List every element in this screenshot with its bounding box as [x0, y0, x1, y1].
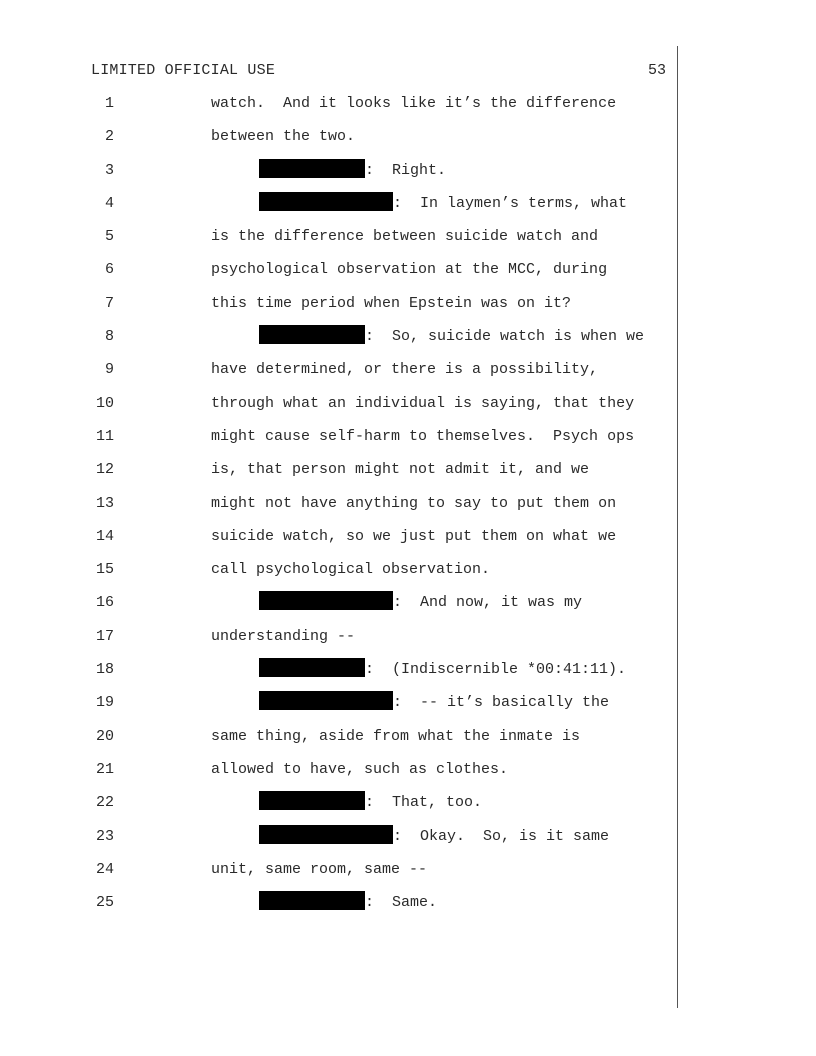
line-body: : That, too. [365, 794, 483, 812]
classification-header: LIMITED OFFICIAL USE [91, 62, 276, 79]
line-number: 17 [95, 627, 114, 645]
redacted-speaker-name [259, 159, 365, 178]
line-text [211, 420, 634, 453]
transcript-line [0, 87, 816, 120]
speaker-line [259, 686, 609, 719]
transcript-line [0, 553, 816, 586]
transcript-line [0, 820, 816, 853]
line-number: 2 [104, 128, 114, 146]
line-number: 5 [104, 228, 114, 246]
line-text [211, 487, 616, 520]
line-body: : So, suicide watch is when we [365, 328, 645, 346]
line-text [211, 353, 598, 386]
transcript-line [0, 886, 816, 919]
line-number: 3 [104, 161, 114, 179]
line-number: 9 [104, 361, 114, 379]
line-number: 24 [95, 860, 114, 878]
speaker-line [259, 586, 582, 619]
line-number: 8 [104, 328, 114, 346]
line-number: 6 [104, 261, 114, 279]
line-body: between the two. [211, 128, 356, 146]
transcript-line [0, 620, 816, 653]
line-body: : Same. [365, 894, 438, 912]
line-body: call psychological observation. [211, 561, 491, 579]
speaker-line [259, 154, 446, 187]
line-text [211, 87, 616, 120]
speaker-line [259, 886, 437, 919]
line-number: 20 [95, 727, 114, 745]
redacted-speaker-name [259, 691, 393, 710]
line-body: same thing, aside from what the inmate is [211, 727, 581, 745]
line-body: is the difference between suicide watch and [211, 228, 599, 246]
line-text [211, 120, 355, 153]
transcript-line [0, 720, 816, 753]
transcript-line [0, 187, 816, 220]
line-number: 12 [95, 461, 114, 479]
line-number: 13 [95, 494, 114, 512]
line-body: suicide watch, so we just put them on what we [211, 527, 617, 545]
line-text [211, 387, 634, 420]
transcript-line [0, 487, 816, 520]
line-number: 14 [95, 527, 114, 545]
transcript-line [0, 387, 816, 420]
page-number: 53 [647, 62, 666, 79]
line-body: understanding -- [211, 627, 356, 645]
line-number: 15 [95, 561, 114, 579]
line-number: 21 [95, 760, 114, 778]
transcript-line [0, 853, 816, 886]
line-body: : And now, it was my [393, 594, 583, 612]
line-number: 10 [95, 394, 114, 412]
redacted-speaker-name [259, 891, 365, 910]
redacted-speaker-name [259, 791, 365, 810]
transcript-line [0, 253, 816, 286]
line-number: 18 [95, 661, 114, 679]
line-body: psychological observation at the MCC, during [211, 261, 608, 279]
transcript-line [0, 220, 816, 253]
line-body: : Okay. So, is it same [393, 827, 610, 845]
line-body: unit, same room, same -- [211, 860, 428, 878]
redacted-speaker-name [259, 658, 365, 677]
transcript-line [0, 686, 816, 719]
redacted-speaker-name [259, 591, 393, 610]
line-body: watch. And it looks like it’s the difference [211, 95, 617, 112]
line-body: : Right. [365, 161, 447, 179]
redacted-speaker-name [259, 325, 365, 344]
line-text [211, 287, 571, 320]
speaker-line [259, 187, 627, 220]
line-body: this time period when Epstein was on it? [211, 294, 572, 312]
speaker-line [259, 320, 644, 353]
line-text [211, 620, 355, 653]
line-number: 16 [95, 594, 114, 612]
line-text [211, 720, 580, 753]
transcript-line [0, 586, 816, 619]
transcript-line [0, 786, 816, 819]
line-body: : -- it’s basically the [393, 694, 610, 712]
transcript-line [0, 353, 816, 386]
transcript-line [0, 653, 816, 686]
line-number: 4 [104, 194, 114, 212]
line-text [211, 553, 490, 586]
transcript-line [0, 520, 816, 553]
line-body: through what an individual is saying, that they [211, 394, 635, 412]
line-text [211, 220, 598, 253]
line-number: 11 [95, 427, 114, 445]
transcript-lines [0, 87, 816, 919]
transcript-line [0, 120, 816, 153]
transcript-line [0, 753, 816, 786]
transcript-line [0, 154, 816, 187]
line-number: 7 [104, 294, 114, 312]
line-text [211, 520, 616, 553]
line-body: might not have anything to say to put them on [211, 494, 617, 512]
redacted-speaker-name [259, 825, 393, 844]
transcript-line [0, 453, 816, 486]
speaker-line [259, 820, 609, 853]
speaker-line [259, 786, 482, 819]
line-number: 23 [95, 827, 114, 845]
line-number: 1 [104, 95, 114, 112]
line-text [211, 453, 589, 486]
line-number: 25 [95, 894, 114, 912]
redacted-speaker-name [259, 192, 393, 211]
line-text [211, 253, 607, 286]
transcript-line [0, 420, 816, 453]
transcript-line [0, 287, 816, 320]
line-body: is, that person might not admit it, and we [211, 461, 590, 479]
line-body: might cause self-harm to themselves. Psych ops [211, 427, 635, 445]
line-body: have determined, or there is a possibility, [211, 361, 599, 379]
line-text [211, 853, 427, 886]
line-body: allowed to have, such as clothes. [211, 760, 509, 778]
line-body: : In laymen’s terms, what [393, 194, 628, 212]
line-number: 19 [95, 694, 114, 712]
line-body: : (Indiscernible *00:41:11). [365, 661, 627, 679]
transcript-line [0, 320, 816, 353]
speaker-line [259, 653, 626, 686]
line-number: 22 [95, 794, 114, 812]
line-text [211, 753, 508, 786]
